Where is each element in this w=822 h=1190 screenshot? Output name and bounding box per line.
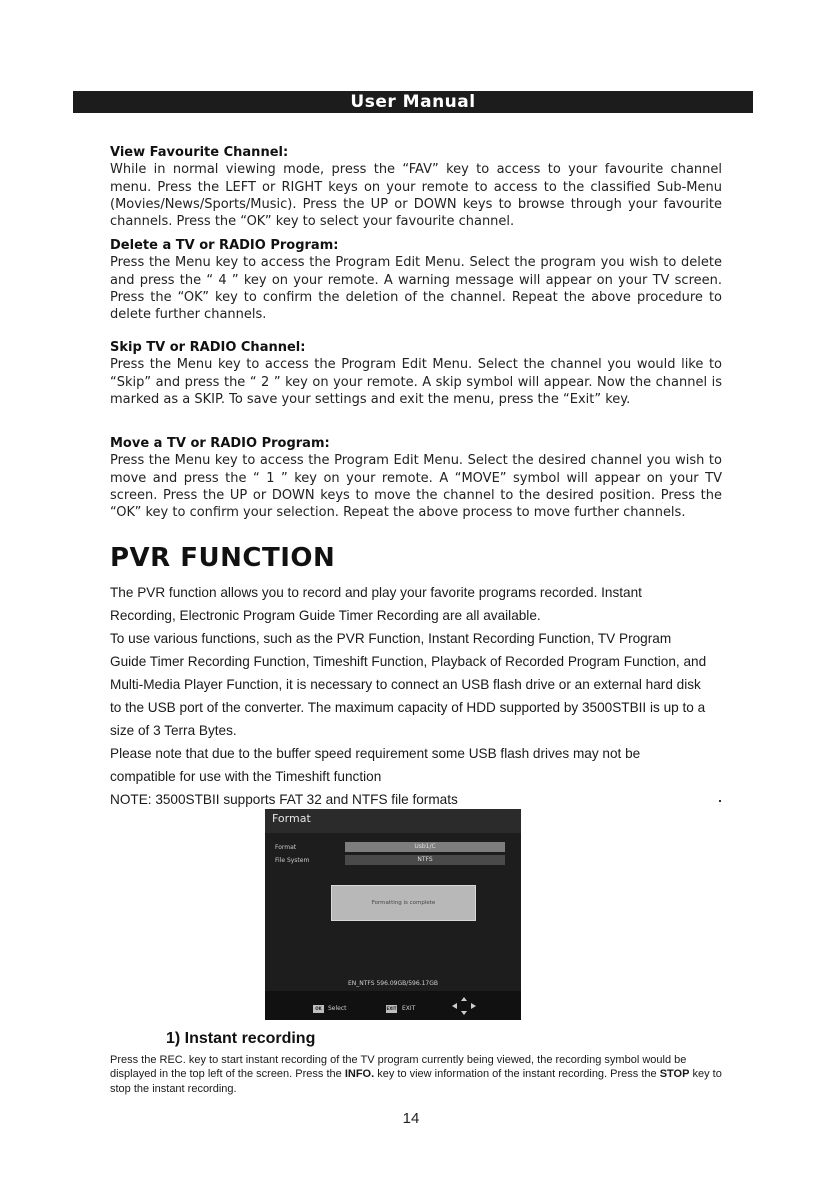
info-key-text: INFO.: [344, 1068, 375, 1081]
section-body: Press the Menu key to access the Program Edit Menu. Select the desired channel you wish to move and press the “ 1 ” key on your remote. A “MOVE” symbol will appear on your TV screen. Press the UP or DOWN keys to move the channel to the desired position. Press the “OK” key to confirm your selection. Repeat the above process to move further channels.: [110, 453, 722, 521]
stop-key-text: STOP: [659, 1068, 690, 1081]
pvr-line: compatible for use with the Timeshift function: [110, 769, 382, 784]
pvr-line: The PVR function allows you to record and play your favorite programs recorded. Instant: [110, 585, 642, 600]
pvr-title: PVR FUNCTION: [110, 543, 336, 573]
section-skip-channel: [110, 339, 722, 408]
disk-info: EN_NTFS 596.09GB/596.17GB: [347, 980, 439, 987]
screen-footer: [265, 991, 521, 1020]
ok-key-icon: OK: [313, 1005, 324, 1013]
pvr-body: [110, 581, 730, 811]
section-body: While in normal viewing mode, press the “FAV” key to access to your favourite channel menu. Press the LEFT or RIGHT keys on your remote to access to the classified Sub-Menu (Movies/News/Sports/Music). Press the UP or DOWN keys to browse through your favourite channels. Press the “OK” key to select your favourite channel.: [110, 162, 722, 230]
format-row-value: Usb1/C: [345, 842, 505, 852]
pvr-line: size of 3 Terra Bytes.: [110, 723, 237, 738]
instant-recording-heading: 1) Instant recording: [166, 1030, 316, 1047]
format-complete-message: Formatting is complete: [331, 885, 476, 921]
pvr-line: to the USB port of the converter. The maximum capacity of HDD supported by 3500STBII is up to a: [110, 700, 706, 715]
arrow-keys-icon: [450, 997, 478, 1015]
pvr-line: Recording, Electronic Program Guide Timer Recording are all available.: [110, 608, 541, 623]
pvr-line: Guide Timer Recording Function, Timeshift Function, Playback of Recorded Program Function, and: [110, 654, 707, 669]
section-heading: Skip TV or RADIO Channel:: [110, 340, 306, 355]
screen-title-bar: [265, 809, 521, 833]
stray-dot: [719, 800, 721, 802]
exit-key-label: EXIT: [402, 1005, 416, 1012]
page-header: User Manual: [73, 91, 753, 113]
page-number: 14: [402, 1110, 420, 1127]
section-heading: Move a TV or RADIO Program:: [110, 436, 330, 451]
filesystem-row-value: NTFS: [345, 855, 505, 865]
section-delete-program: [110, 237, 722, 323]
section-body: Press the Menu key to access the Program Edit Menu. Select the program you wish to delete and press the “ 4 ” key on your remote. A warning message will appear on your TV screen. Press the “OK” key to confirm the deletion of the channel. Repeat the above procedure to delete further channels.: [110, 255, 722, 323]
screen-title: Format: [272, 812, 311, 825]
section-view-favourite: [110, 144, 722, 230]
pvr-line: To use various functions, such as the PVR Function, Instant Recording Function, TV Program: [110, 631, 672, 646]
filesystem-row-label: File System: [275, 857, 310, 864]
section-body: Press the Menu key to access the Program Edit Menu. Select the channel you would like to “Skip” and press the “ 2 ” key on your remote. A skip symbol will appear. Now the channel is marked as a SKIP. To save your settings and exit the menu, press the “Exit” key.: [110, 357, 722, 407]
format-row-label: Format: [275, 844, 297, 851]
pvr-line: Please note that due to the buffer speed requirement some USB flash drives may not be: [110, 746, 641, 761]
section-move-program: [110, 435, 722, 521]
section-heading: Delete a TV or RADIO Program:: [110, 238, 339, 253]
ok-key-label: Select: [328, 1005, 347, 1012]
format-screen-image: [265, 809, 521, 1020]
pvr-line: NOTE: 3500STBII supports FAT 32 and NTFS file formats: [110, 792, 458, 807]
instant-text: key to stop the instant recording.: [110, 1068, 722, 1095]
exit-key-icon: EXIT: [386, 1006, 397, 1011]
instant-recording-body: [110, 1053, 730, 1096]
section-heading: View Favourite Channel:: [110, 145, 289, 160]
instant-text: Press the REC. key to start instant recording of the TV program currently being viewed, the recording symbol would be displayed in the top left of the screen. Press the: [110, 1054, 687, 1081]
instant-text: key to view information of the instant recording. Press the: [374, 1068, 660, 1081]
pvr-line: Multi-Media Player Function, it is necessary to connect an USB flash drive or an external hard disk: [110, 677, 701, 692]
